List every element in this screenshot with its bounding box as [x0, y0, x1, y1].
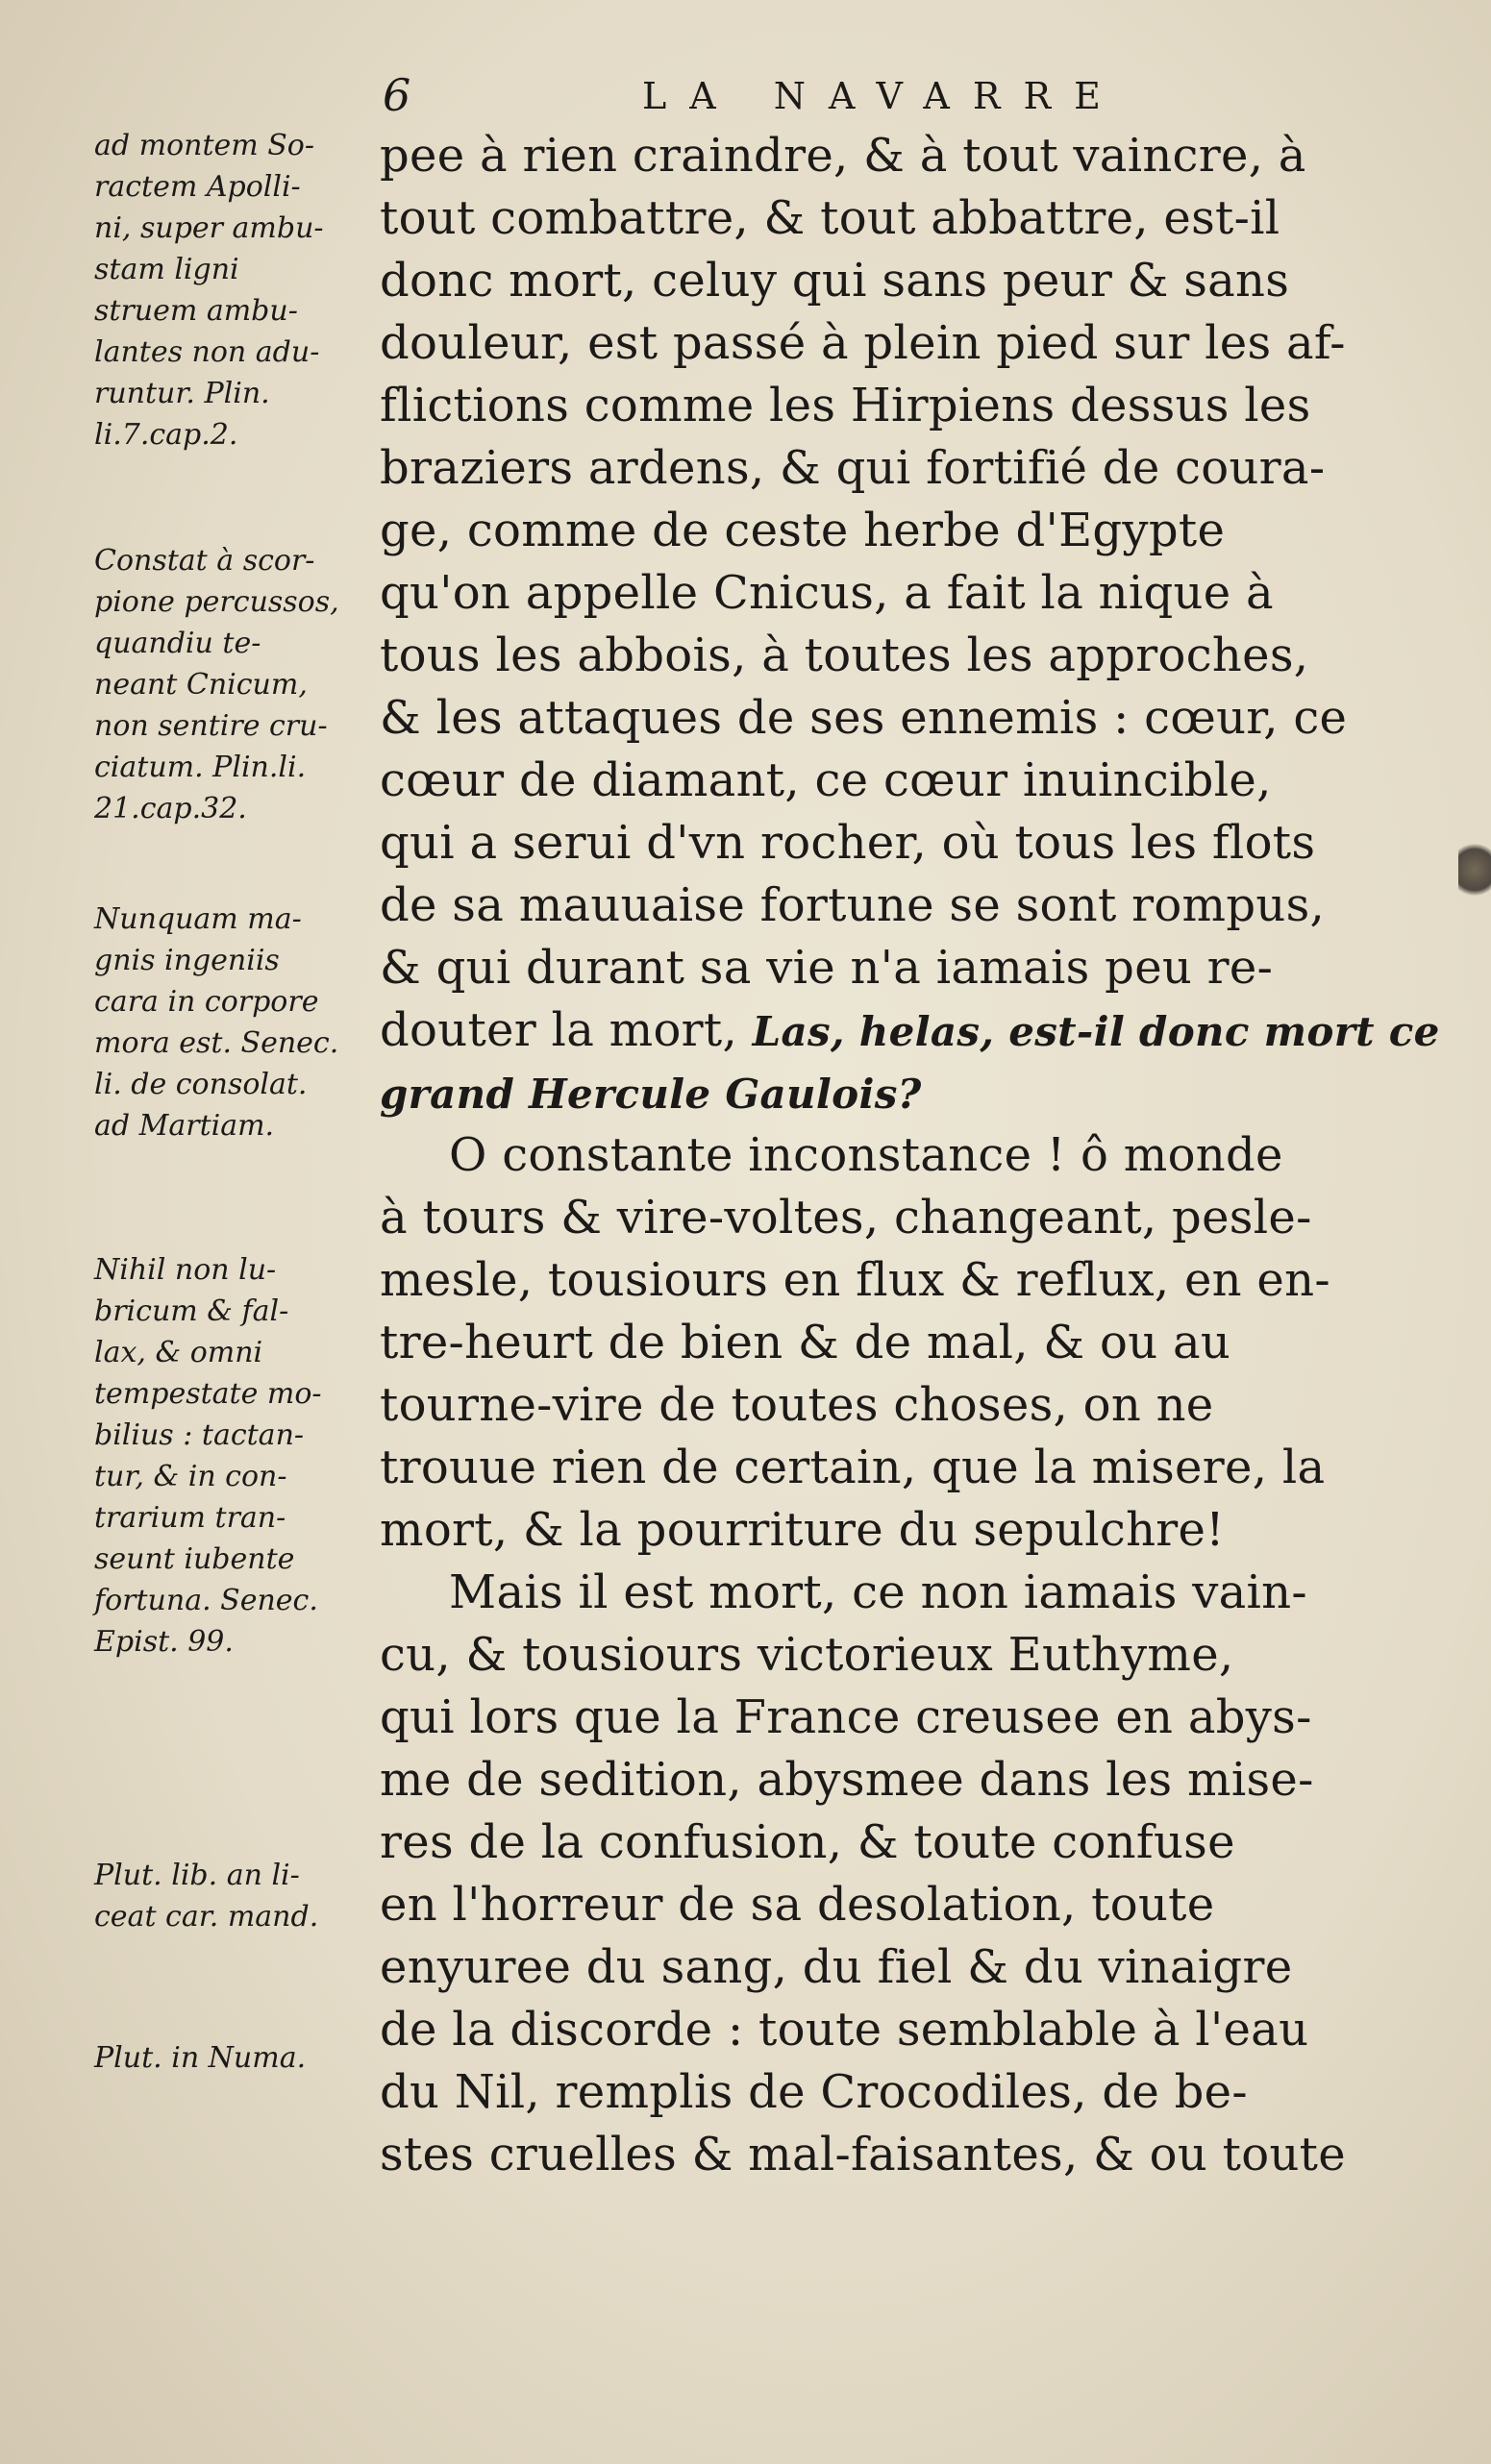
text-line: braziers ardens, & qui fortifié de coura- — [380, 441, 1326, 495]
marginal-note-line: gnis ingeniis — [94, 944, 280, 977]
page-edge-mark — [1458, 836, 1491, 903]
text-line: stes cruelles & mal-faisantes, & ou toute — [380, 2128, 1346, 2181]
text-line: de la discorde : toute semblable à l'eau — [380, 2003, 1309, 2057]
marginal-note-line: li.7.cap.2. — [94, 418, 238, 452]
marginal-note — [94, 540, 339, 829]
text-line: en l'horreur de sa desolation, toute — [380, 1878, 1215, 1932]
text-line: qui lors que la France creusee en abys- — [380, 1690, 1312, 1744]
running-head: LA NAVARRE — [642, 75, 1124, 117]
text-line: à tours & vire-voltes, changeant, pesle- — [380, 1191, 1312, 1244]
marginal-note-line: tempestate mo- — [94, 1377, 322, 1411]
text-line: du Nil, remplis de Crocodiles, de be- — [380, 2065, 1248, 2119]
text-line: donc mort, celuy qui sans peur & sans — [380, 254, 1290, 308]
marginal-note-line: runtur. Plin. — [94, 377, 270, 410]
marginal-note-line: ceat car. mand. — [94, 1900, 319, 1934]
text-segment: douter la mort, — [380, 1003, 753, 1057]
text-line: qu'on appelle Cnicus, a fait la nique à — [380, 566, 1274, 620]
marginal-note-line: ractem Apolli- — [94, 170, 301, 204]
marginal-note-line: li. de consolat. — [94, 1068, 308, 1101]
marginal-note-line: pione percussos, — [94, 585, 339, 619]
marginal-note-line: bilius : tactan- — [94, 1418, 305, 1452]
text-line: trouue rien de certain, que la misere, la — [380, 1441, 1326, 1494]
marginal-note-line: trarium tran- — [94, 1501, 286, 1535]
text-line: res de la confusion, & toute confuse — [380, 1815, 1235, 1869]
marginal-note-line: Plut. in Numa. — [94, 2041, 307, 2075]
marginal-note-line: neant Cnicum, — [94, 668, 308, 702]
italic-exclamation: Las, helas, est-il donc mort ce — [752, 1008, 1440, 1055]
marginal-note-line: ni, super ambu- — [94, 211, 324, 245]
text-line: me de sedition, abysmee dans les mise- — [380, 1753, 1314, 1807]
marginal-note-line: struem ambu- — [94, 294, 298, 328]
text-line: flictions comme les Hirpiens dessus les — [380, 379, 1311, 432]
marginal-note-line: ciatum. Plin.li. — [94, 751, 307, 784]
text-line: douleur, est passé à plein pied sur les af- — [380, 316, 1346, 370]
marginal-note-line: 21.cap.32. — [94, 792, 247, 825]
marginal-note — [94, 1249, 322, 1663]
italic-exclamation: grand Hercule Gaulois? — [380, 1071, 922, 1118]
text-line: mesle, tousiours en flux & reflux, en en- — [380, 1253, 1330, 1307]
text-line: tout combattre, & tout abbattre, est-il — [380, 191, 1280, 245]
marginal-note-line: ad Martiam. — [94, 1109, 275, 1143]
text-line: ge, comme de ceste herbe d'Egypte — [380, 504, 1226, 557]
marginal-note — [94, 125, 324, 456]
marginal-note — [94, 1855, 318, 1937]
marginal-note-line: seunt iubente — [94, 1542, 295, 1576]
text-line: tourne-vire de toutes choses, on ne — [380, 1378, 1214, 1432]
text-line: Mais il est mort, ce non iamais vain- — [449, 1565, 1307, 1619]
marginal-note — [94, 2037, 306, 2079]
text-line: cu, & tousiours victorieux Euthyme, — [380, 1628, 1234, 1682]
text-line: pee à rien craindre, & à tout vaincre, à — [380, 129, 1306, 183]
marginal-note — [94, 899, 338, 1146]
text-line: & qui durant sa vie n'a iamais peu re- — [380, 941, 1274, 995]
marginal-note-line: Nunquam ma- — [94, 902, 302, 936]
text-line: cœur de diamant, ce cœur inuincible, — [380, 753, 1272, 807]
text-line: tous les abbois, à toutes les approches, — [380, 628, 1309, 682]
marginal-note-line: Epist. 99. — [94, 1625, 234, 1659]
main-text — [380, 125, 1440, 2186]
marginal-note-line: cara in corpore — [94, 985, 319, 1019]
marginal-note-line: ad montem So- — [94, 129, 314, 162]
marginal-note-line: lantes non adu- — [94, 335, 320, 369]
marginal-note-line: lax, & omni — [94, 1336, 263, 1369]
marginal-note-line: bricum & fal- — [94, 1294, 289, 1328]
marginal-note-line: stam ligni — [94, 253, 239, 286]
text-line: de sa mauuaise fortune se sont rompus, — [380, 878, 1326, 932]
text-line: mort, & la pourriture du sepulchre! — [380, 1503, 1225, 1557]
marginal-note-line: quandiu te- — [94, 627, 261, 660]
marginal-note-line: fortuna. Senec. — [94, 1584, 318, 1617]
page-number: 6 — [383, 69, 413, 121]
text-line: & les attaques de ses ennemis : cœur, ce — [380, 691, 1348, 745]
marginal-note-line: Nihil non lu- — [94, 1253, 277, 1287]
marginal-note-line: non sentire cru- — [94, 709, 328, 743]
text-line — [380, 1062, 1355, 1124]
text-line: enyuree du sang, du fiel & du vinaigre — [380, 1940, 1293, 1994]
text-line: qui a serui d'vn rocher, où tous les flots — [380, 816, 1316, 870]
text-line: O constante inconstance ! ô monde — [449, 1128, 1283, 1182]
marginal-note-line: tur, & in con- — [94, 1460, 287, 1493]
marginal-note-line: Plut. lib. an li- — [94, 1859, 300, 1892]
text-line — [380, 999, 1440, 1062]
marginal-note-line: mora est. Senec. — [94, 1026, 339, 1060]
marginal-note-line: Constat à scor- — [94, 544, 315, 578]
text-line: tre-heurt de bien & de mal, & ou au — [380, 1316, 1231, 1369]
